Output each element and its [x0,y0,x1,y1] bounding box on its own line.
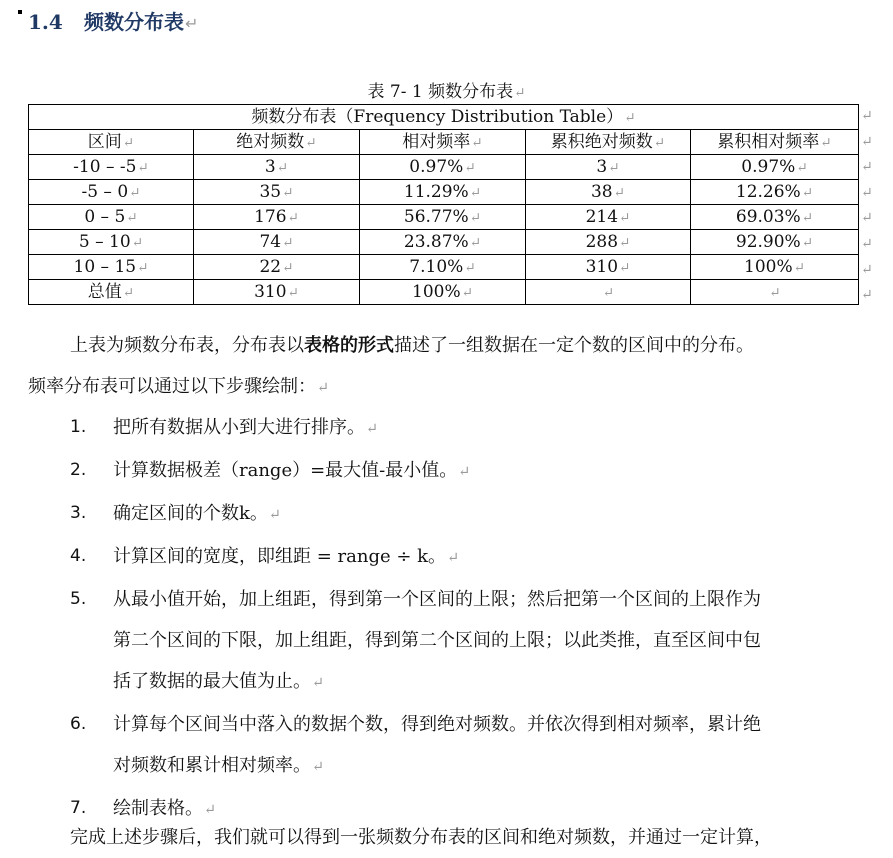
table-cell [526,205,691,230]
step-number: 5. [70,589,87,609]
table-row [29,205,859,230]
table-cell [691,255,859,280]
return-mark-icon: ↵ [608,159,620,176]
return-mark-icon: ↵ [793,259,805,276]
step-number: 3. [70,503,87,523]
section-title: 频数分布表 [84,10,184,34]
cell-text: 7.10% [409,256,464,277]
return-mark-icon: ↵ [317,380,330,396]
step-number: 6. [70,714,87,734]
cell-text: 22 [259,256,282,277]
return-mark-icon: ↵ [185,14,199,33]
cell-text: 214 [585,206,619,227]
return-mark-icon: ↵ [820,134,832,151]
return-mark-icon: ↵ [312,675,325,691]
table-cell [691,205,859,230]
step-item [0,536,893,579]
table-cell [526,155,691,180]
row-end-marks [860,108,873,313]
return-mark-icon: ↵ [653,134,666,151]
cell-text: 310 [254,281,287,302]
step-line: 绘制表格。↵ [113,798,217,819]
step-item [0,704,893,788]
return-mark-icon: ↵ [624,109,636,126]
cell-text: 56.77% [403,206,469,227]
table-cell [29,280,194,305]
return-mark-icon: ↵ [464,159,476,176]
cell-text: 相对频率 [402,131,471,152]
cell-text: 38 [590,181,613,202]
step-text [113,450,863,493]
step-text [113,579,863,704]
cell-text: 10 – 15 [73,256,137,277]
cell-text: -10 – -5 [73,156,137,177]
table-cell [360,205,526,230]
cell-text: 3 [264,156,276,177]
table-row [29,255,859,280]
return-mark-icon: ↵ [861,235,873,252]
step-text [113,536,863,579]
table-row [29,180,859,205]
table-cell [194,230,360,255]
return-mark-icon: ↵ [204,802,217,818]
cell-text: 绝对频数 [236,131,305,152]
step-number: 1. [70,417,87,437]
step-line: 计算数据极差（range）=最大值-最小值。↵ [113,460,471,481]
return-mark-icon: ↵ [602,284,615,301]
intro-line-2: 频率分布表可以通过以下步骤绘制：↵ [28,376,330,397]
return-mark-icon: ↵ [287,209,299,226]
table-header-row [29,130,859,155]
return-mark-icon: ↵ [469,234,482,251]
table-cell [194,155,360,180]
cell-text: 0.97% [409,156,464,177]
return-mark-icon: ↵ [514,85,526,101]
frequency-table [28,104,859,305]
table-cell [360,230,526,255]
cell-text: 0 – 5 [84,206,126,227]
step-item [0,493,893,536]
return-mark-icon: ↵ [276,159,289,176]
step-list [0,407,893,831]
return-mark-icon: ↵ [129,184,141,201]
cell-text: 累积绝对频数 [550,131,653,152]
table-cell [691,230,859,255]
intro-paragraph [28,325,868,409]
step-item [0,407,893,450]
return-mark-icon: ↵ [613,184,626,201]
table-row [29,230,859,255]
step-line: 确定区间的个数k。↵ [113,503,281,524]
cell-text: 100% [744,256,793,277]
return-mark-icon: ↵ [471,134,483,151]
cell-text: 累积相对频率 [717,131,820,152]
final-paragraph: 完成上述步骤后，我们就可以得到一张频数分布表的区间和绝对频数，并通过一定计算， [70,827,772,848]
return-mark-icon: ↵ [464,259,476,276]
intro-line-1: 上表为频数分布表，分布表以表格的形式描述了一组数据在一定个数的区间中的分布。 [70,335,754,356]
table-cell [691,180,859,205]
return-mark-icon: ↵ [137,259,149,276]
step-number: 2. [70,460,87,480]
table-caption-text: 表 7- 1 频数分布表 [367,82,514,102]
table-cell [29,180,194,205]
return-mark-icon: ↵ [461,284,473,301]
table-cell [194,255,360,280]
table-cell [360,255,526,280]
table-cell [194,130,360,155]
step-text [113,704,863,788]
step-line: 计算区间的宽度，即组距 = range ÷ k。↵ [113,546,460,567]
table-cell [29,205,194,230]
cell-text: 176 [254,206,287,227]
cell-text: 区间 [87,131,122,152]
paragraph-marker [18,10,22,14]
return-mark-icon: ↵ [469,184,482,201]
table-row [29,280,859,305]
table-cell [360,155,526,180]
return-mark-icon: ↵ [131,234,144,251]
return-mark-icon: ↵ [305,134,317,151]
table-cell [29,255,194,280]
step-line: 第二个区间的下限，加上组距，得到第二个区间的上限；以此类推，直至区间中包 [113,630,761,651]
bold-phrase: 表格的形式 [304,335,394,356]
table-cell [526,255,691,280]
table-cell [691,155,859,180]
cell-text: -5 – 0 [81,181,129,202]
return-mark-icon: ↵ [122,284,135,301]
step-line: 从最小值开始，加上组距，得到第一个区间的上限；然后把第一个区间的上限作为 [113,589,761,610]
return-mark-icon: ↵ [366,421,379,437]
return-mark-icon: ↵ [137,159,149,176]
table-cell [691,130,859,155]
return-mark-icon: ↵ [861,108,873,124]
table-cell [29,155,194,180]
cell-text: 3 [596,156,608,177]
table-cell [360,280,526,305]
return-mark-icon: ↵ [287,284,299,301]
return-mark-icon: ↵ [769,284,781,301]
return-mark-icon: ↵ [619,259,631,276]
cell-text: 5 – 10 [78,231,131,252]
cell-text: 35 [259,181,282,202]
return-mark-icon: ↵ [861,159,873,176]
table-cell [29,130,194,155]
table-cell [360,130,526,155]
table-cell [194,205,360,230]
cell-text: 74 [259,231,282,252]
table-cell [526,230,691,255]
cell-text: 23.87% [403,231,469,252]
return-mark-icon: ↵ [619,234,631,251]
return-mark-icon: ↵ [861,210,873,227]
cell-text: 92.90% [735,231,801,252]
return-mark-icon: ↵ [861,261,873,278]
return-mark-icon: ↵ [796,159,808,176]
return-mark-icon: ↵ [447,550,460,566]
return-mark-icon: ↵ [469,209,482,226]
return-mark-icon: ↵ [619,209,631,226]
cell-text: 12.26% [735,181,801,202]
step-line: 把所有数据从小到大进行排序。↵ [113,417,379,438]
cell-text: 69.03% [735,206,801,227]
table-cell [360,180,526,205]
return-mark-icon: ↵ [861,184,873,201]
step-text [113,407,863,450]
cell-text: 11.29% [403,181,469,202]
table-cell [526,180,691,205]
return-mark-icon: ↵ [801,209,814,226]
section-heading [28,6,198,35]
cell-text: 310 [585,256,619,277]
table-cell [194,280,360,305]
table-cell [194,180,360,205]
step-text [113,493,863,536]
return-mark-icon: ↵ [801,184,814,201]
return-mark-icon: ↵ [312,759,325,775]
table-title-row [29,105,859,130]
step-number: 7. [70,798,87,818]
table-title: 频数分布表（Frequency Distribution Table） [251,106,624,127]
return-mark-icon: ↵ [122,134,135,151]
step-line: 括了数据的最大值为止。↵ [113,671,325,692]
section-number: 1.4 [28,10,63,34]
table-caption [0,77,893,102]
step-number: 4. [70,546,87,566]
cell-text: 288 [585,231,619,252]
step-line: 计算每个区间当中落入的数据个数，得到绝对频数。并依次得到相对频率，累计绝 [113,714,761,735]
return-mark-icon: ↵ [861,287,873,304]
return-mark-icon: ↵ [282,234,294,251]
return-mark-icon: ↵ [458,464,471,480]
return-mark-icon: ↵ [861,133,873,150]
step-line: 对频数和累计相对频率。↵ [113,755,325,776]
return-mark-icon: ↵ [282,259,294,276]
table-title-cell [29,105,859,130]
return-mark-icon: ↵ [126,209,138,226]
cell-text: 总值 [87,281,122,302]
table-cell [29,230,194,255]
return-mark-icon: ↵ [282,184,294,201]
table-cell [691,280,859,305]
step-item [0,450,893,493]
cell-text: 0.97% [741,156,796,177]
step-item [0,579,893,704]
cell-text: 100% [412,281,461,302]
table-cell [526,130,691,155]
return-mark-icon: ↵ [268,507,281,523]
table-cell [526,280,691,305]
return-mark-icon: ↵ [801,234,814,251]
table-row [29,155,859,180]
